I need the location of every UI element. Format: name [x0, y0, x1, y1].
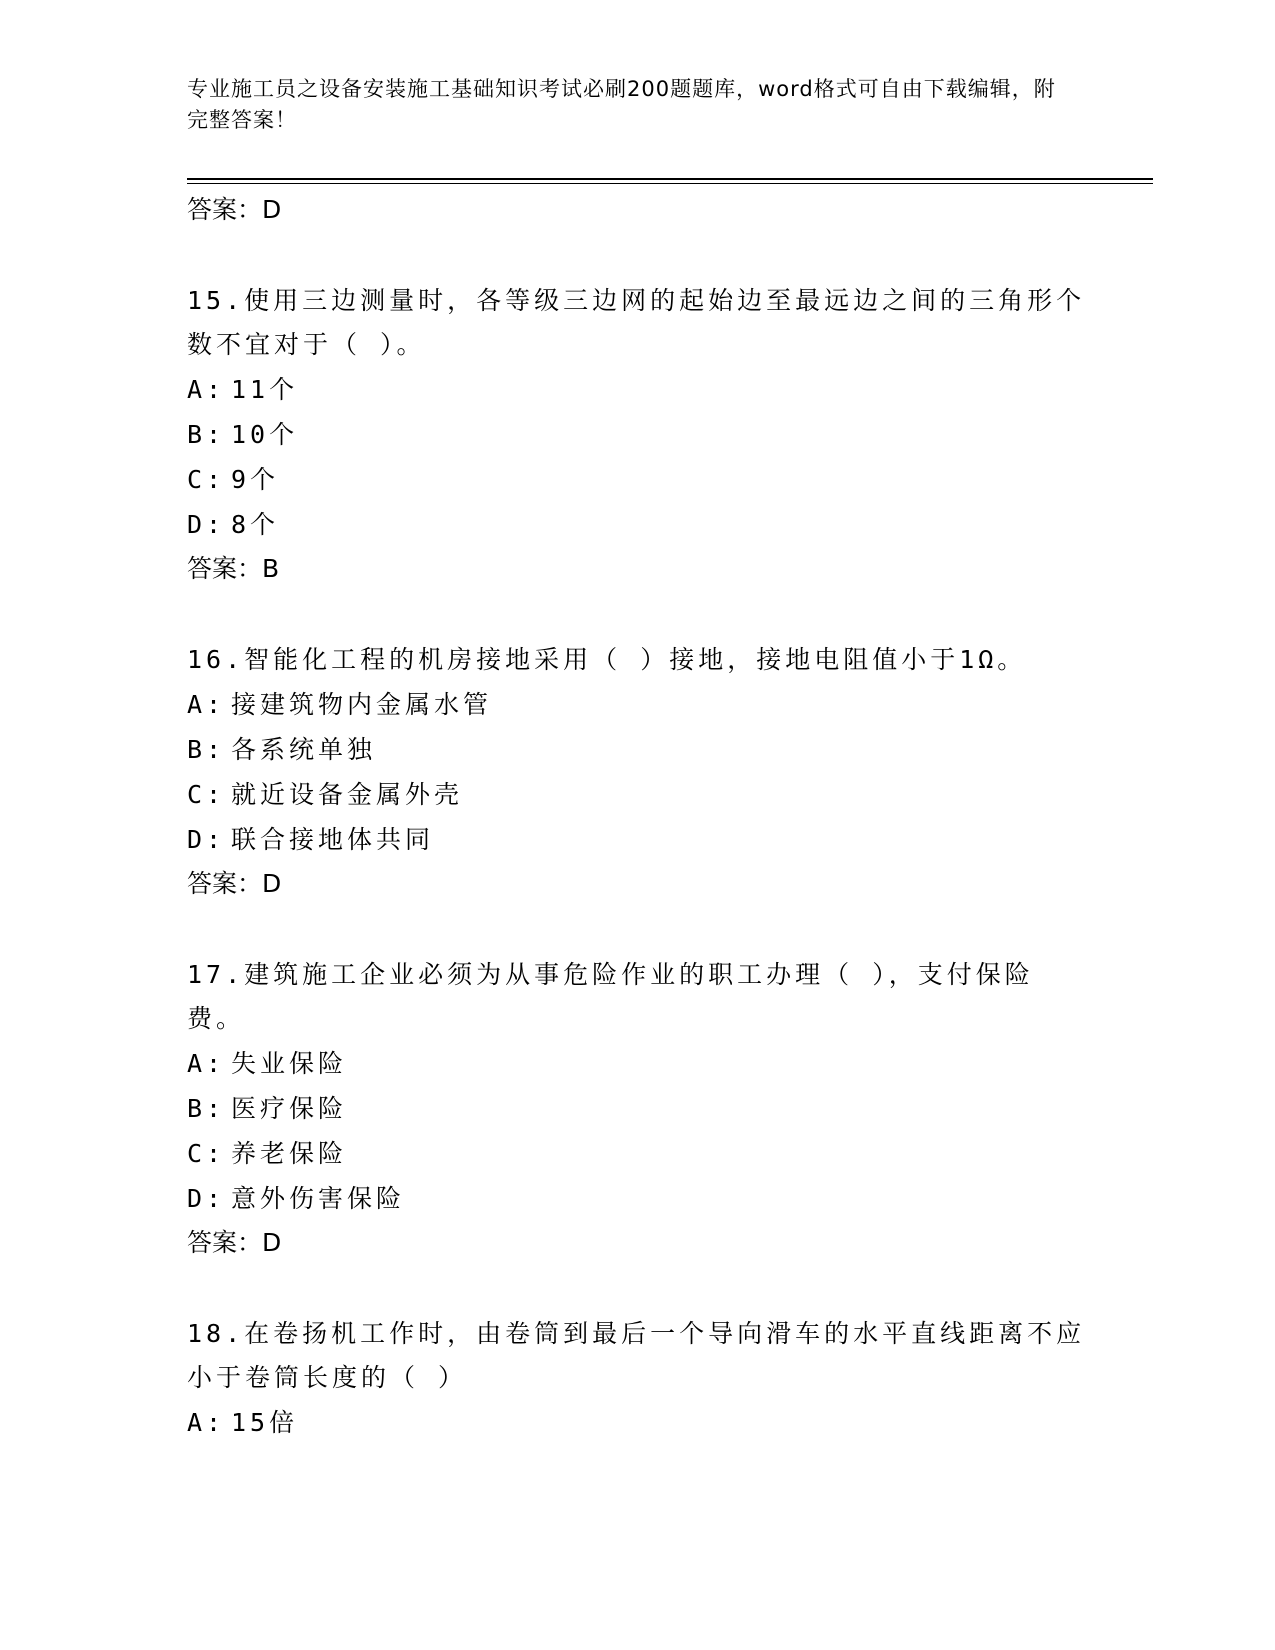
option-label: B:	[187, 1094, 226, 1123]
question-16	[187, 638, 1087, 906]
option-a	[187, 682, 1087, 727]
question-17	[187, 953, 1087, 1265]
option-label: D:	[187, 1184, 226, 1213]
header-rule-thin	[187, 183, 1153, 184]
option-text: 11个	[231, 375, 299, 404]
option-text: 失业保险	[231, 1049, 348, 1078]
option-label: B:	[187, 735, 226, 764]
answer-line: 答案：B	[187, 554, 280, 583]
option-label: A:	[187, 1408, 226, 1437]
option-label: D:	[187, 825, 226, 854]
question-18	[187, 1312, 1087, 1445]
option-b	[187, 727, 1087, 772]
option-label: A:	[187, 375, 226, 404]
option-label: A:	[187, 690, 226, 719]
option-d	[187, 1176, 1087, 1221]
option-text: 联合接地体共同	[231, 825, 435, 854]
option-text: 各系统单独	[231, 735, 377, 764]
option-a	[187, 367, 1087, 412]
question-stem: 17.建筑施工企业必须为从事危险作业的职工办理（ ），支付保险费。	[187, 960, 1034, 1033]
option-a	[187, 1041, 1087, 1086]
option-text: 15倍	[231, 1408, 299, 1437]
question-stem: 18.在卷扬机工作时，由卷筒到最后一个导向滑车的水平直线距离不应小于卷筒长度的（ ）	[187, 1319, 1086, 1392]
option-label: C:	[187, 465, 226, 494]
option-text: 养老保险	[231, 1139, 348, 1168]
option-text: 9个	[231, 465, 280, 494]
option-a	[187, 1400, 1087, 1445]
option-c	[187, 772, 1087, 817]
option-c	[187, 457, 1087, 502]
answer-line: 答案：D	[187, 195, 282, 224]
question-15	[187, 279, 1087, 591]
answer-line: 答案：D	[187, 1228, 282, 1257]
option-label: C:	[187, 1139, 226, 1168]
option-label: D:	[187, 510, 226, 539]
option-d	[187, 817, 1087, 862]
page-header: 专业施工员之设备安装施工基础知识考试必刷200题题库，word格式可自由下载编辑，附完整答案！	[187, 77, 1056, 132]
option-text: 接建筑物内金属水管	[231, 690, 493, 719]
option-b	[187, 412, 1087, 457]
option-text: 10个	[231, 420, 299, 449]
option-d	[187, 502, 1087, 547]
option-label: A:	[187, 1049, 226, 1078]
option-label: B:	[187, 420, 226, 449]
option-b	[187, 1086, 1087, 1131]
question-stem: 15.使用三边测量时，各等级三边网的起始边至最远边之间的三角形个数不宜对于（ ）。	[187, 286, 1086, 359]
question-list	[187, 188, 1087, 1445]
option-text: 意外伤害保险	[231, 1184, 406, 1213]
option-label: C:	[187, 780, 226, 809]
question-stem: 16.智能化工程的机房接地采用（ ）接地，接地电阻值小于1Ω。	[187, 645, 1027, 674]
option-text: 8个	[231, 510, 280, 539]
answer-line: 答案：D	[187, 869, 282, 898]
option-text: 医疗保险	[231, 1094, 348, 1123]
option-text: 就近设备金属外壳	[231, 780, 464, 809]
option-c	[187, 1131, 1087, 1176]
header-rule-thick	[187, 178, 1153, 180]
